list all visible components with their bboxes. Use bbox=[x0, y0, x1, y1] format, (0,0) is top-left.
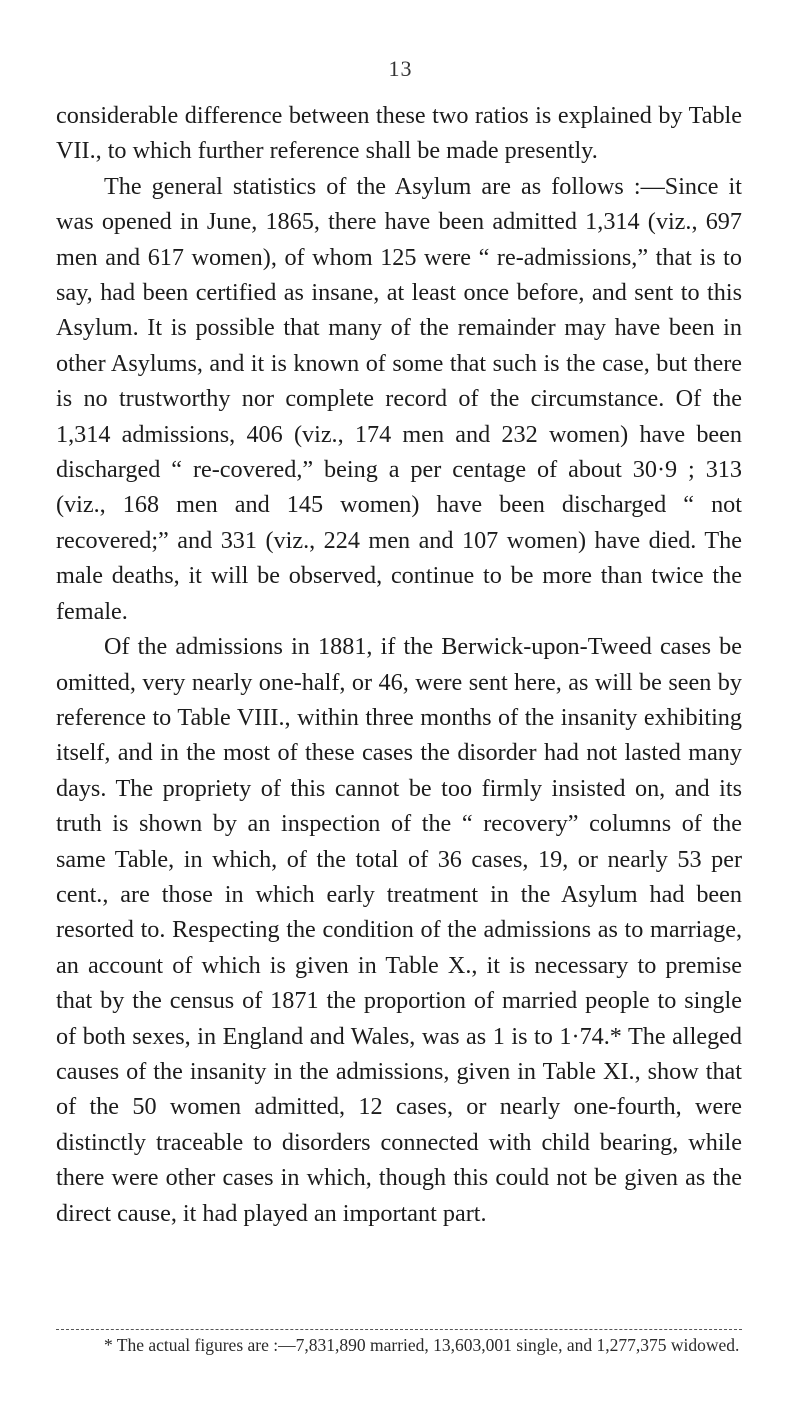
page-number: 13 bbox=[388, 56, 413, 81]
footnote-divider bbox=[56, 1329, 742, 1330]
body-text bbox=[56, 98, 742, 1231]
paragraph-1: considerable difference between these two ratios is explained by Table VII., to which further reference shall be made presently. bbox=[56, 102, 742, 165]
paragraph-2: The general statistics of the Asylum are as follows :—Since it was opened in June, 1865, there have been admitted 1,314 (viz., 697 men and 617 women), of whom 125 were “ re-admissions,” that is to say, had been certified as insane, at least once before, and sent to this Asylum. It is possible that many of the remainder may have been in other Asylums, and it is known of some that such is the case, but there is no trustworthy nor complete record of the circumstance. Of the 1,314 admissions, 406 (viz., 174 men and 232 women) have been discharged “ re-covered,” being a per centage of about 30·9 ; 313 (viz., 168 men and 145 women) have been discharged “ not recovered;” and 331 (viz., 224 men and 107 women) have died. The male deaths, it will be observed, continue to be more than twice the female. bbox=[56, 172, 742, 625]
paragraph-3: Of the admissions in 1881, if the Berwick-upon-Tweed cases be omitted, very nearly one-half, or 46, were sent here, as will be seen by reference to Table VIII., within three months of the insanity exhibiting itself, and in the most of these cases the disorder had not lasted many days. The propriety of this cannot be too firmly insisted on, and its truth is shown by an inspection of the “ recovery” columns of the same Table, in which, of the total of 36 cases, 19, or nearly 53 per cent., are those in which early treatment in the Asylum had been resorted to. Respecting the condition of the admissions as to marriage, an account of which is given in Table X., it is necessary to premise that by the census of 1871 the proportion of married people to single of both sexes, in England and Wales, was as 1 is to 1·74.* The alleged causes of the insanity in the admissions, given in Table XI., show that of the 50 women admitted, 12 cases, or nearly one-fourth, were distinctly traceable to disorders connected with child bearing, while there were other cases in which, though this could not be given as the direct cause, it had played an important part. bbox=[56, 633, 742, 1227]
footnote: * The actual figures are :—7,831,890 married, 13,603,001 single, and 1,277,375 widowed. bbox=[104, 1335, 740, 1355]
